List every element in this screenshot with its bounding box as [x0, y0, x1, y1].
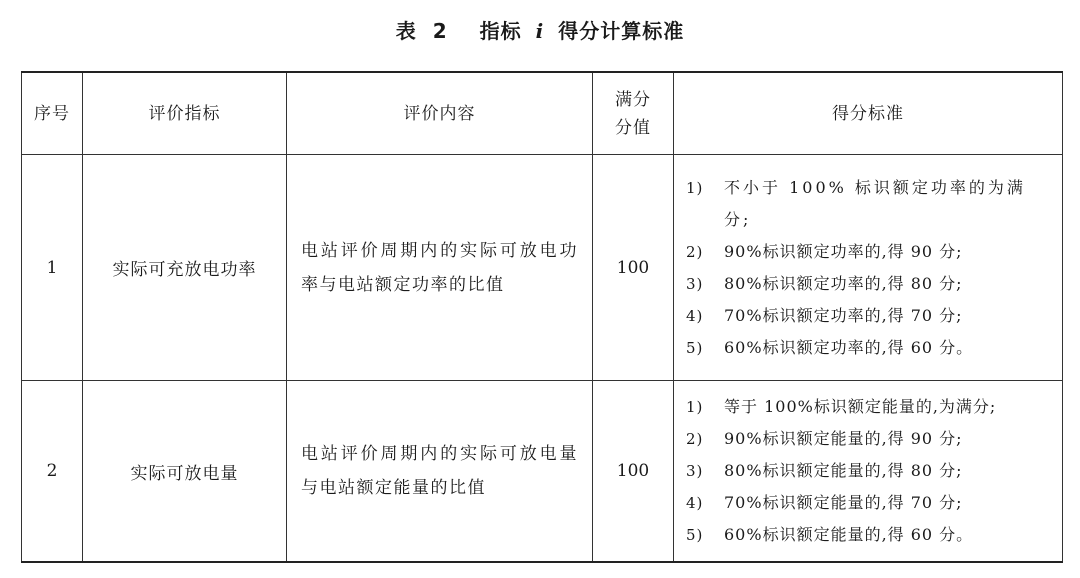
criteria-item [686, 423, 1052, 455]
criteria-text: 70%标识额定能量的,得 70 分; [724, 493, 963, 512]
header-full-score-line2: 分值 [615, 117, 651, 138]
table-row [22, 381, 1063, 563]
criteria-index: 4) [686, 494, 704, 512]
row-criteria [674, 155, 1063, 381]
criteria-index: 2) [686, 242, 704, 261]
row-seq: 2 [22, 381, 83, 563]
row-full-score: 100 [593, 381, 674, 563]
criteria-item [686, 332, 1052, 364]
caption-title-post: 得分计算标准 [558, 19, 685, 43]
criteria-item [686, 455, 1052, 487]
criteria-index: 1) [686, 178, 704, 197]
criteria-index: 5) [686, 338, 704, 357]
header-criteria: 得分标准 [674, 72, 1063, 155]
header-row [22, 72, 1063, 155]
criteria-text: 不小于 100% 标识额定功率的为满分; [724, 177, 1026, 229]
header-indicator: 评价指标 [83, 72, 287, 155]
score-standard-table [21, 71, 1063, 563]
criteria-text: 60%标识额定能量的,得 60 分。 [724, 525, 974, 544]
criteria-item [686, 391, 1052, 423]
row-full-score: 100 [593, 155, 674, 381]
row-criteria [674, 381, 1063, 563]
caption-variable: i [535, 19, 545, 43]
criteria-index: 1) [686, 398, 704, 416]
criteria-item [686, 519, 1052, 551]
caption-prefix: 表 [395, 19, 417, 43]
criteria-index: 3) [686, 274, 704, 293]
row-seq: 1 [22, 155, 83, 381]
row-content: 电站评价周期内的实际可放电量与电站额定能量的比值 [287, 381, 593, 563]
caption-title-pre: 指标 [479, 19, 522, 43]
row-indicator: 实际可充放电功率 [83, 155, 287, 381]
criteria-index: 2) [686, 430, 704, 448]
header-seq: 序号 [22, 72, 83, 155]
criteria-text: 等于 100%标识额定能量的,为满分; [724, 397, 997, 416]
criteria-text: 80%标识额定能量的,得 80 分; [724, 461, 963, 480]
header-full-score-line1: 满分 [615, 89, 651, 110]
criteria-item [686, 300, 1052, 332]
row-indicator: 实际可放电量 [83, 381, 287, 563]
criteria-text: 60%标识额定功率的,得 60 分。 [724, 337, 974, 357]
criteria-item [686, 236, 1052, 268]
row-content: 电站评价周期内的实际可放电功率与电站额定功率的比值 [287, 155, 593, 381]
criteria-item [686, 172, 1052, 236]
criteria-item [686, 487, 1052, 519]
table-caption [0, 14, 1080, 48]
criteria-text: 80%标识额定功率的,得 80 分; [724, 273, 963, 293]
criteria-text: 90%标识额定能量的,得 90 分; [724, 429, 963, 448]
criteria-text: 90%标识额定功率的,得 90 分; [724, 241, 963, 261]
header-full-score [593, 72, 674, 155]
criteria-index: 5) [686, 526, 704, 544]
criteria-item [686, 268, 1052, 300]
criteria-index: 4) [686, 306, 704, 325]
table-row [22, 155, 1063, 381]
caption-number: 2 [432, 19, 448, 43]
criteria-text: 70%标识额定功率的,得 70 分; [724, 305, 963, 325]
criteria-index: 3) [686, 462, 704, 480]
header-content: 评价内容 [287, 72, 593, 155]
